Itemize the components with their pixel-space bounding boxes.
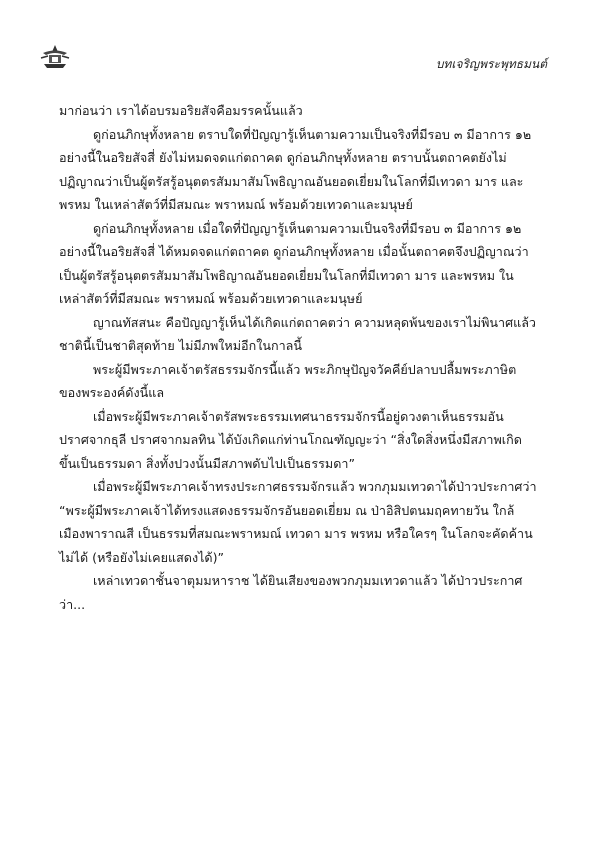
paragraph: พระผู้มีพระภาคเจ้าตรัสธรรมจักรนี้แล้ว พระภิกษุปัญจวัคคีย์ปลาบปลื้มพระภาษิตของพระองค์ดังนี้แล	[59, 361, 517, 400]
paragraph: มาก่อนว่า เราได้อบรมอริยสัจคือมรรคนั้นแล้ว	[59, 103, 303, 118]
temple-emblem-icon	[40, 44, 70, 70]
paragraph: เมื่อพระผู้มีพระภาคเจ้าทรงประกาศธรรมจักรแล้ว พวกภุมมเทวดาได้ป่าวประกาศว่า “พระผู้มีพระภาคเจ้าได้ทรงแสดงธรรมจักรอันยอดเยี่ยม ณ ป่าอิสิปตนมฤคทายวัน ใกล้เมืองพาราณสี เป็นธรรมที่สมณะพราหมณ์ เทวดา มาร พรหม หรือใครๆ ในโลกจะคัดค้านไม่ได้ (หรือยังไม่เคยแสดงได้)”	[59, 479, 537, 565]
paragraph: ดูก่อนภิกษุทั้งหลาย เมื่อใดที่ปัญญารู้เห็นตามความเป็นจริงที่มีรอบ ๓ มีอาการ ๑๒ อย่างนี้ในอริยสัจสี่ ได้หมดจดแก่ตถาคต ดูก่อนภิกษุทั้งหลาย เมื่อนั้นตถาคตจึงปฏิญาณว่าเป็นผู้ตรัสรู้อนุตตรสัมมาสัมโพธิญาณอันยอดเยี่ยมในโลกที่มีเทวดา มาร และพรหม ในเหล่าสัตว์ที่มีสมณะ พราหมณ์ พร้อมด้วยเทวดาและมนุษย์	[59, 220, 529, 306]
paragraph: ดูก่อนภิกษุทั้งหลาย ตราบใดที่ปัญญารู้เห็นตามความเป็นจริงที่มีรอบ ๓ มีอาการ ๑๒ อย่างนี้ในอริยสัจสี่ ยังไม่หมดจดแก่ตถาคต ดูก่อนภิกษุทั้งหลาย ตราบนั้นตถาคตยังไม่ปฏิญาณว่าเป็นผู้ตรัสรู้อนุตตรสัมมาสัมโพธิญาณอันยอดเยี่ยมในโลกที่มีเทวดา มาร และพรหม ในเหล่าสัตว์ที่มีสมณะ พราหมณ์ พร้อมด้วยเทวดาและมนุษย์	[59, 126, 532, 212]
document-body	[59, 99, 537, 616]
running-header-title: บทเจริญพระพุทธมนต์	[435, 57, 547, 71]
paragraph: เมื่อพระผู้มีพระภาคเจ้าตรัสพระธรรมเทศนาธรรมจักรนี้อยู่ดวงตาเห็นธรรมอันปราศจากธุลี ปราศจากมลทิน ได้บังเกิดแก่ท่านโกณฑัญญะว่า “สิ่งใดสิ่งหนึ่งมีสภาพเกิดขึ้นเป็นธรรมดา สิ่งทั้งปวงนั้นมีสภาพดับไปเป็นธรรมดา”	[59, 408, 522, 471]
paragraph: เหล่าเทวดาชั้นจาตุมมหาราช ได้ยินเสียงของพวกภุมมเทวดาแล้ว ได้ป่าวประกาศว่า...	[59, 573, 523, 612]
paragraph: ญาณทัสสนะ คือปัญญารู้เห็นได้เกิดแก่ตถาคตว่า ความหลุดพ้นของเราไม่พินาศแล้ว ชาตินี้เป็นชาติสุดท้าย ไม่มีภพใหม่อีกในกาลนี้	[59, 314, 536, 353]
